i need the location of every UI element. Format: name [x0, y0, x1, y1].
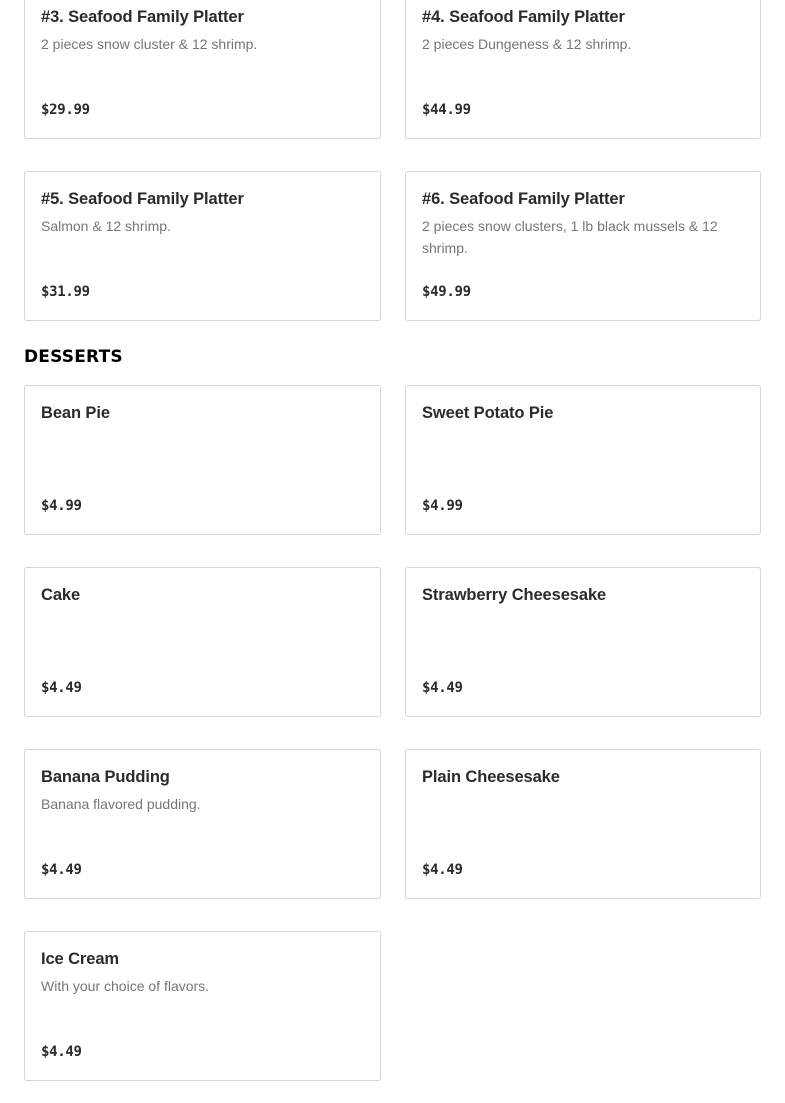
menu-item-name: #6. Seafood Family Platter — [422, 190, 625, 208]
section-title-desserts: DESSERTS — [24, 347, 123, 367]
menu-item-card[interactable] — [24, 749, 381, 899]
menu-item-name: Bean Pie — [41, 404, 110, 422]
menu-item-card[interactable] — [24, 0, 381, 139]
menu-item-price: $4.49 — [41, 1044, 82, 1060]
menu-item-card[interactable] — [24, 385, 381, 535]
menu-item-card[interactable] — [24, 567, 381, 717]
menu-item-description: Salmon & 12 shrimp. — [41, 218, 171, 234]
menu-item-description: Banana flavored pudding. — [41, 796, 201, 812]
seafood-platter-grid — [24, 0, 761, 321]
menu-item-card[interactable] — [405, 567, 761, 717]
menu-item-description: 2 pieces snow clusters, 1 lb black mussels & 12 shrimp. — [422, 218, 718, 256]
menu-item-price: $49.99 — [422, 284, 471, 300]
menu-item-name: #5. Seafood Family Platter — [41, 190, 244, 208]
menu-item-price: $4.49 — [422, 680, 463, 696]
menu-item-card[interactable] — [405, 385, 761, 535]
menu-item-name: Ice Cream — [41, 950, 119, 968]
menu-item-name: #3. Seafood Family Platter — [41, 8, 244, 26]
menu-item-name: #4. Seafood Family Platter — [422, 8, 625, 26]
menu-item-price: $4.49 — [422, 862, 463, 878]
menu-item-price: $31.99 — [41, 284, 90, 300]
menu-item-description: With your choice of flavors. — [41, 978, 210, 994]
menu-item-card[interactable] — [405, 171, 761, 321]
menu-item-price: $4.99 — [422, 498, 463, 514]
menu-item-card[interactable] — [405, 0, 761, 139]
menu-item-name: Strawberry Cheesesake — [422, 586, 607, 604]
menu-item-price: $44.99 — [422, 102, 471, 118]
menu-item-price: $4.49 — [41, 862, 82, 878]
menu-item-name: Cake — [41, 586, 81, 604]
menu-item-name: Banana Pudding — [41, 768, 170, 786]
menu-item-description: 2 pieces snow cluster & 12 shrimp. — [41, 36, 258, 52]
menu-item-name: Sweet Potato Pie — [422, 404, 554, 422]
menu-item-price: $4.49 — [41, 680, 82, 696]
menu-item-price: $4.99 — [41, 498, 82, 514]
menu-item-price: $29.99 — [41, 102, 90, 118]
menu-item-card[interactable] — [405, 749, 761, 899]
menu-item-card[interactable] — [24, 171, 381, 321]
menu-item-name: Plain Cheesesake — [422, 768, 560, 786]
menu-item-description: 2 pieces Dungeness & 12 shrimp. — [422, 36, 632, 52]
desserts-grid — [24, 385, 761, 1081]
menu-item-card[interactable] — [24, 931, 381, 1081]
